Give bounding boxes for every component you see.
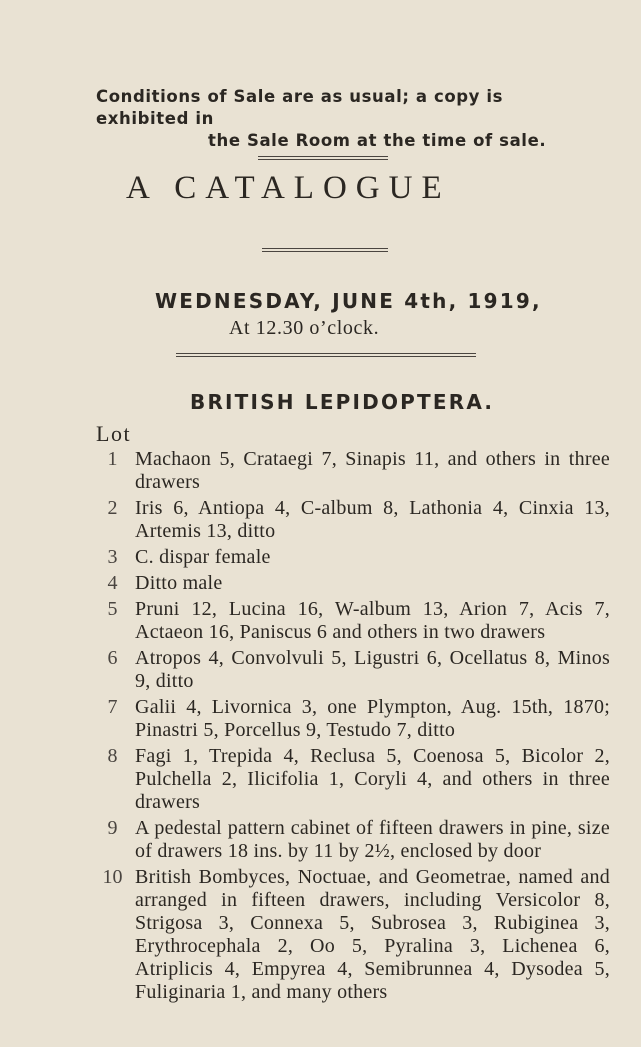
lot-entry — [90, 572, 610, 595]
lot-description: Atropos 4, Convolvuli 5, Ligustri 6, Ocellatus 8, Minos 9, ditto — [135, 647, 610, 692]
conditions-line-1: Conditions of Sale are as usual; a copy is exhibited in — [96, 87, 504, 128]
lot-list — [90, 448, 610, 1007]
lot-column-header: Lot — [96, 421, 132, 446]
lot-entry — [90, 866, 610, 1004]
sale-time: At 12.30 o’clock. — [229, 317, 380, 339]
catalogue-title: A CATALOGUE — [126, 170, 451, 206]
lot-number: 8 — [107, 745, 118, 767]
lot-number: 10 — [102, 866, 123, 888]
lot-entry — [90, 745, 610, 814]
lot-number: 6 — [107, 647, 118, 669]
rule-above-heading — [176, 353, 476, 357]
rule-below-title — [262, 248, 388, 252]
lot-entry — [90, 696, 610, 742]
lot-description: Machaon 5, Crataegi 7, Sinapis 11, and others in three drawers — [135, 448, 610, 493]
conditions-line-2: the Sale Room at the time of sale. — [208, 131, 547, 150]
lot-number: 9 — [107, 817, 118, 839]
lot-entry — [90, 448, 610, 494]
lot-entry — [90, 647, 610, 693]
lot-entry — [90, 546, 610, 569]
rule-above-title — [258, 156, 388, 160]
lot-description: A pedestal pattern cabinet of fifteen drawers in pine, size of drawers 18 ins. by 11 by 2½, enclosed by door — [135, 817, 610, 862]
lot-description: British Bombyces, Noctuae, and Geometrae, named and arranged in fifteen drawers, including Versicolor 8, Strigosa 3, Connexa 5, Subrosea 3, Rubiginea 3, Erythrocephala 2, Oo 5, Pyralina 3, Lichenea 6, Atriplicis 4, Empyrea 4, Semibrunnea 4, Dysodea 5, Fuliginaria 1, and many others — [135, 866, 610, 1003]
lot-number: 3 — [107, 546, 118, 568]
lot-description: Ditto male — [135, 572, 223, 594]
lot-description: Pruni 12, Lucina 16, W-album 13, Arion 7, Acis 7, Actaeon 16, Paniscus 6 and others in two drawers — [135, 598, 610, 643]
sale-date: WEDNESDAY, JUNE 4th, 1919, — [155, 289, 542, 313]
lot-number: 2 — [107, 497, 118, 519]
lot-number: 1 — [107, 448, 118, 470]
lot-number: 4 — [107, 572, 118, 594]
lot-description: Iris 6, Antiopa 4, C-album 8, Lathonia 4, Cinxia 13, Artemis 13, ditto — [135, 497, 610, 542]
section-heading: BRITISH LEPIDOPTERA. — [190, 390, 495, 414]
lot-description: Fagi 1, Trepida 4, Reclusa 5, Coenosa 5, Bicolor 2, Pulchella 2, Ilicifolia 1, Coryli 4, and others in three drawers — [135, 745, 610, 813]
lot-number: 5 — [107, 598, 118, 620]
lot-entry — [90, 497, 610, 543]
conditions-of-sale — [96, 86, 566, 152]
lot-number: 7 — [107, 696, 118, 718]
lot-description: Galii 4, Livornica 3, one Plympton, Aug. 15th, 1870; Pinastri 5, Porcellus 9, Testudo 7, ditto — [135, 696, 610, 741]
lot-entry — [90, 817, 610, 863]
lot-description: C. dispar female — [135, 546, 271, 568]
lot-entry — [90, 598, 610, 644]
